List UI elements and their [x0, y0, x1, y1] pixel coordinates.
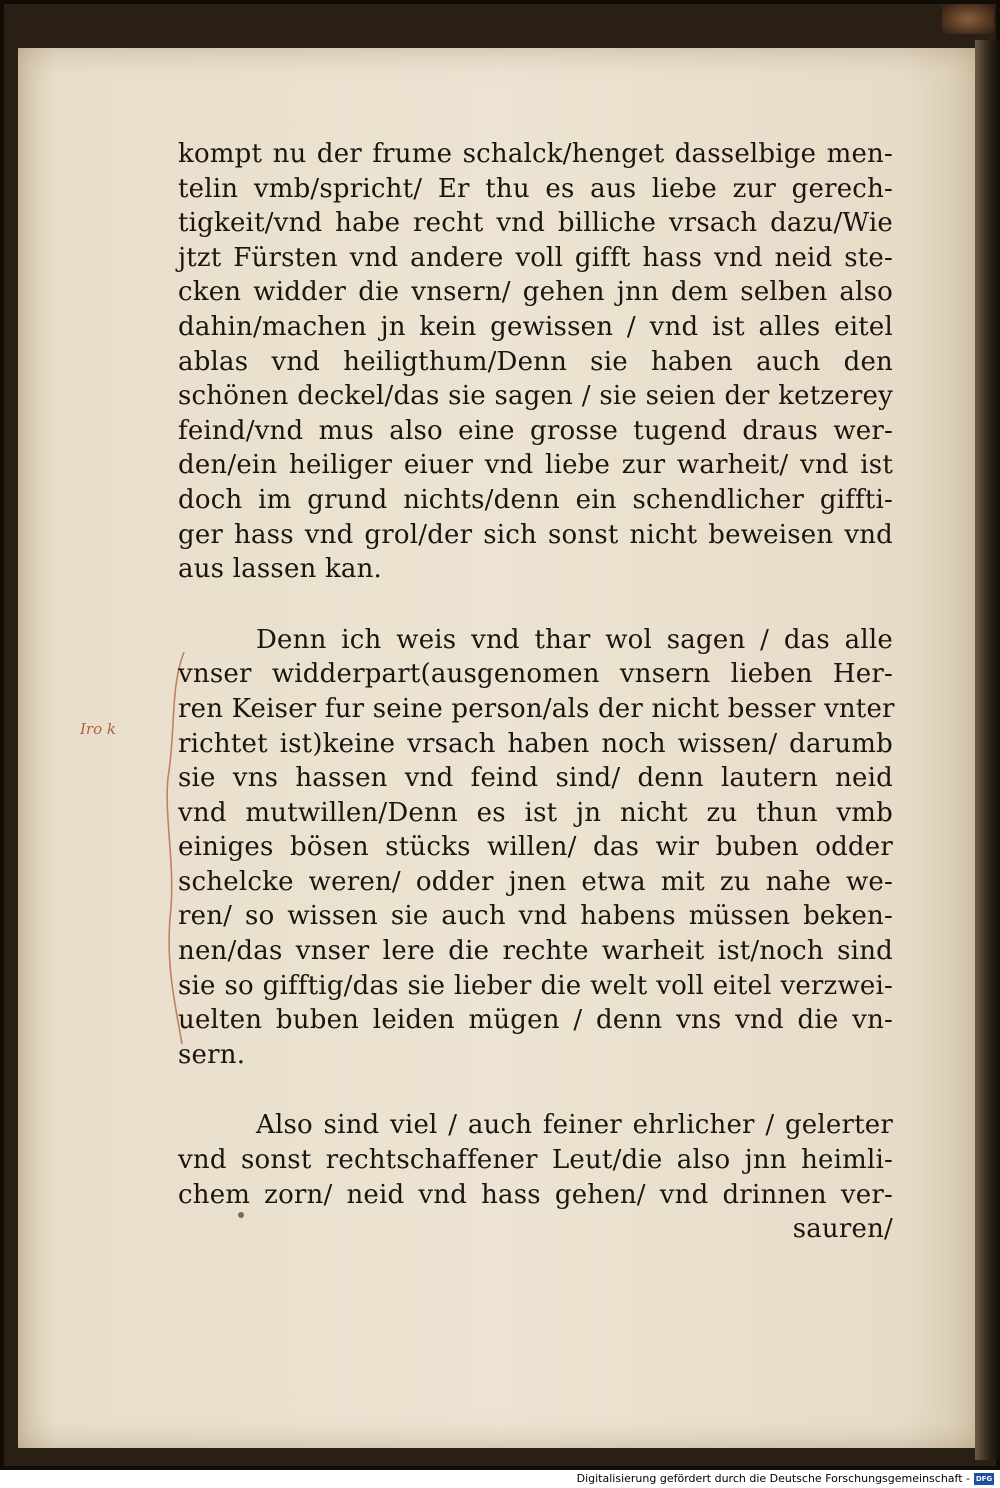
text-line: Also sind viel / auch feiner ehrlicher / gelerter — [256, 1110, 893, 1141]
text-line: chem zorn/ neid vnd hass gehen/ vnd drinnen ver- — [178, 1179, 893, 1210]
text-line: nen/das vnser lere die rechte warheit ist/noch sind — [178, 936, 893, 967]
marginal-annotation: Iro k — [80, 720, 116, 738]
text-line: einiges bösen stücks willen/ das wir buben odder — [178, 832, 893, 863]
text-line: Denn ich weis vnd thar wol sagen / das alle — [256, 624, 893, 655]
body-text — [178, 137, 893, 1247]
text-line: sern. — [178, 1039, 246, 1070]
dfg-logo[interactable]: DFG — [975, 1475, 993, 1483]
text-line: uelten buben leiden mügen / denn vns vnd die vn- — [178, 1005, 893, 1036]
text-line: ger hass vnd grol/der sich sonst nicht beweisen vnd — [178, 519, 893, 550]
text-line: ren Keiser fur seine person/als der nicht besser vnter — [178, 693, 895, 724]
text-line: schelcke weren/ odder jnen etwa mit zu nahe we- — [178, 866, 893, 897]
catchword: sauren/ — [792, 1214, 893, 1245]
text-line: tigkeit/vnd habe recht vnd billiche vrsach dazu/Wie — [178, 208, 893, 239]
text-line: schönen deckel/das sie sagen / sie seien der ketzerey — [178, 381, 893, 412]
text-line: aus lassen kan. — [178, 554, 383, 585]
paragraph-2 — [178, 623, 893, 1073]
book-edge — [975, 40, 1000, 1460]
paragraph-1 — [178, 137, 893, 587]
footer-credit-text: Digitalisierung gefördert durch die Deutsche Forschungsgemeinschaft - — [576, 1472, 970, 1485]
paragraph-3 — [178, 1108, 893, 1246]
text-line: vnd sonst rechtschaffener Leut/die also jnn heimli- — [178, 1145, 893, 1176]
text-line: feind/vnd mus also eine grosse tugend draus wer- — [178, 415, 893, 446]
footer-credit — [0, 1470, 1000, 1488]
text-line: den/ein heiliger eiuer vnd liebe zur warheit/ vnd ist — [178, 450, 893, 481]
text-line: ablas vnd heiligthum/Denn sie haben auch den — [178, 346, 893, 377]
text-line: vnser widderpart(ausgenomen vnsern lieben Her- — [178, 659, 893, 690]
text-line: doch im grund nichts/denn ein schendlicher giffti- — [178, 484, 893, 515]
text-line: vnd mutwillen/Denn es ist jn nicht zu thun vmb — [178, 797, 893, 828]
text-line: sie vns hassen vnd feind sind/ denn lautern neid — [178, 763, 893, 794]
text-line: richtet ist)keine vrsach haben noch wissen/ darumb — [178, 728, 893, 759]
text-line: telin vmb/spricht/ Er thu es aus liebe zur gerech- — [178, 173, 893, 204]
text-line: sie so gifftig/das sie lieber die welt voll eitel verzwei- — [178, 970, 893, 1001]
text-line: jtzt Fürsten vnd andere voll gifft hass vnd neid ste- — [178, 242, 893, 273]
text-line: cken widder die vnsern/ gehen jnn dem selben also — [178, 277, 893, 308]
text-line: dahin/machen jn kein gewissen / vnd ist alles eitel — [178, 311, 893, 342]
corner-stain — [942, 4, 994, 34]
text-line: ren/ so wissen sie auch vnd habens müssen beken- — [178, 901, 893, 932]
text-line: kompt nu der frume schalck/henget dasselbige men- — [178, 139, 893, 169]
ink-speck — [238, 1212, 244, 1218]
